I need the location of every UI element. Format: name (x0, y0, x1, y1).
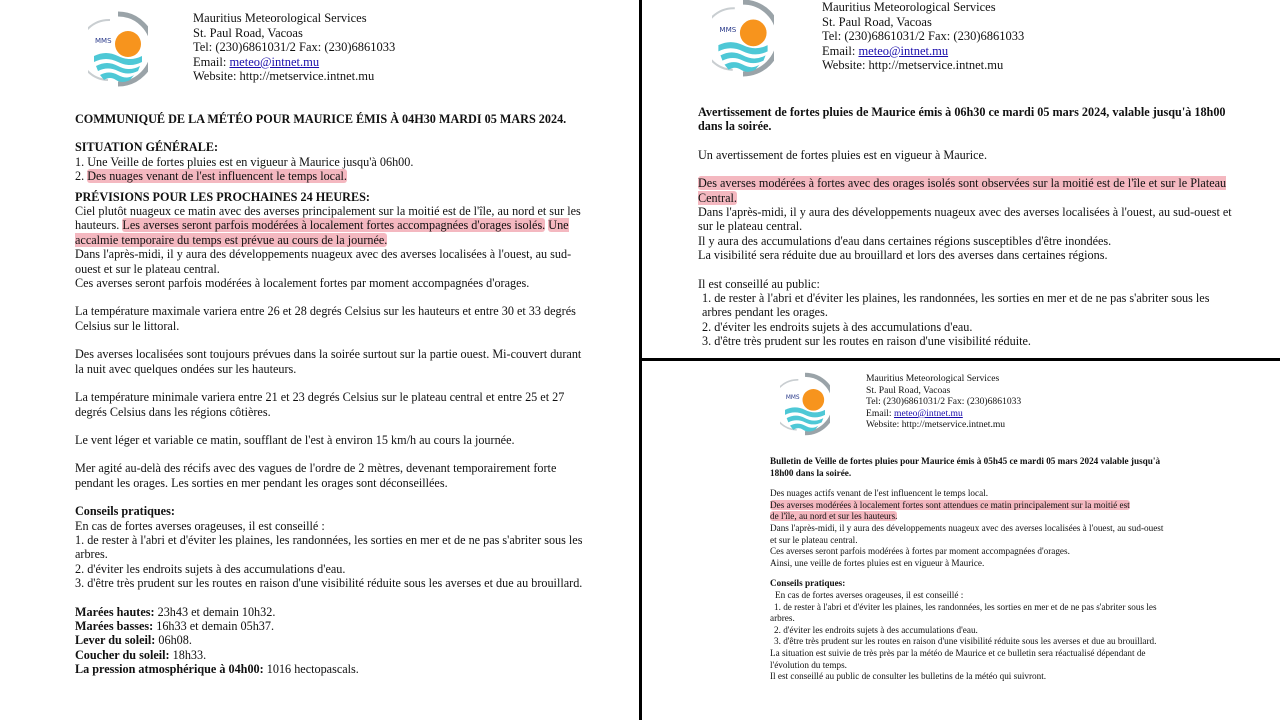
org-email-line (866, 408, 1021, 420)
org-email-line (822, 44, 1024, 59)
high-tide-label: Marées hautes: (75, 604, 155, 619)
advice-heading: Conseils pratiques: (75, 504, 175, 519)
forecast-paragraph (75, 204, 585, 247)
email-link[interactable]: meteo@intnet.mu (229, 54, 320, 69)
bulletin-advice-heading: Conseils pratiques: (770, 578, 846, 589)
sunrise-label: Lever du soleil: (75, 633, 156, 648)
bulletin-followup: La situation est suivie de très près par la météo de Maurice et ce bulletin sera réactualisé dépendant de l'évolution du temps. (770, 647, 1146, 670)
warning-highlight-text: Des averses modérées à fortes avec des orages isolés sont observées sur la moitié est de l'île et sur le Plateau Central. (698, 176, 1227, 205)
org-name: Mauritius Meteorological Services (866, 373, 1000, 384)
evening-forecast: Des averses localisées sont toujours prévues dans la soirée surtout sur la partie ouest. Mi-couvert durant la nuit avec quelques ondées sur les hauteurs. (75, 347, 582, 376)
email-link[interactable]: meteo@intnet.mu (893, 407, 963, 419)
email-label: Email: (822, 43, 859, 58)
logo-text: MMS (785, 395, 800, 401)
org-email-line (193, 55, 395, 70)
low-tide-label: Marées basses: (75, 618, 154, 633)
sea-forecast: Mer agité au-delà des récifs avec des vagues de l'ordre de 2 mètres, devenant temporairement forte pendant les orages. Les sorties en mer pendant les orages sont déconseillées. (75, 461, 557, 490)
sunset-label: Coucher du soleil: (75, 647, 170, 662)
situation-item-2 (75, 169, 585, 183)
forecast-intro: Ciel plutôt nuageux ce matin avec des averses principalement sur la moitié est de l'île, au nord et sur les hauteurs. (75, 204, 581, 233)
sunset-value: 18h33. (169, 647, 207, 662)
pressure (75, 662, 585, 676)
high-tide (75, 605, 585, 619)
org-address: St. Paul Road, Vacoas (193, 25, 303, 40)
situation-item-2-number: 2. (75, 169, 88, 184)
warning-advice-3: 3. d'être très prudent sur les routes en raison d'une visibilité réduite. (702, 334, 1031, 349)
situation-item-1: 1. Une Veille de fortes pluies est en vigueur à Maurice jusqu'à 06h00. (75, 154, 414, 169)
warning-highlight (698, 176, 1233, 205)
org-address: St. Paul Road, Vacoas (866, 384, 951, 396)
bulletin-afternoon: Dans l'après-midi, il y aura des développements nuageux avec des averses localisées à l'ouest, au sud-ouest et sur le plateau central. (770, 522, 1164, 545)
org-header (866, 373, 1021, 431)
bulletin-watch: Ainsi, une veille de fortes pluies est en vigueur à Maurice. (770, 557, 985, 568)
warning-title: Avertissement de fortes pluies de Maurice émis à 06h30 ce mardi 05 mars 2024, valable jusqu'à 18h00 dans la soirée. (698, 105, 1226, 134)
page-title: COMMUNIQUÉ DE LA MÉTÉO POUR MAURICE ÉMIS À 04H30 MARDI 05 MARS 2024. (75, 112, 567, 126)
org-website: Website: http://metservice.intnet.mu (866, 419, 1006, 431)
sunrise-value: 06h08. (155, 633, 192, 648)
low-tide (75, 619, 585, 633)
bulletin-panel (642, 361, 1280, 720)
org-phone: Tel: (230)6861031/2 Fax: (230)6861033 (866, 396, 1022, 408)
wind-forecast: Le vent léger et variable ce matin, soufflant de l'est à environ 15 km/h au cours la journée. (75, 432, 515, 447)
bulletin-advice-3: 3. d'être très prudent sur les routes en raison d'une visibilité réduite sous les averses et due au brouillard. (774, 636, 1157, 647)
situation-heading: SITUATION GÉNÉRALE: (75, 140, 219, 155)
org-header (822, 0, 1024, 73)
logo-text: MMS (719, 24, 737, 34)
org-name: Mauritius Meteorological Services (193, 11, 367, 25)
mms-logo-icon (88, 10, 148, 88)
org-phone: Tel: (230)6861031/2 Fax: (230)6861033 (822, 29, 1025, 44)
warning-advice-1: 1. de rester à l'abri et d'éviter les plaines, les randonnées, les sorties en mer et de ne pas s'abriter sous les arbres pendant les orages. (702, 291, 1210, 320)
forecast-highlight-2: Une accalmie temporaire du temps est prévue au cours de la journée. (75, 218, 569, 247)
forecast-heading: PRÉVISIONS POUR LES PROCHAINES 24 HEURES: (75, 189, 370, 204)
bulletin-highlight-line-1 (770, 500, 1170, 512)
bulletin-highlight-line-2 (770, 511, 1170, 523)
mms-logo-icon (780, 371, 830, 437)
forecast-afternoon: Dans l'après-midi, il y aura des développements nuageux avec des averses localisées à l'ouest, au sud-ouest et sur le plateau central. (75, 247, 572, 276)
bulletin-highlight-1: Des averses modérées à localement fortes sont attendues ce matin principalement sur la moitié est (770, 499, 1130, 510)
temp-min: La température minimale variera entre 21 et 23 degrés Celsius sur le plateau central et entre 25 et 27 degrés Celsius dans les régions côtières. (75, 390, 565, 419)
org-address: St. Paul Road, Vacoas (822, 14, 932, 29)
org-website: Website: http://metservice.intnet.mu (193, 69, 375, 84)
communique-body (75, 112, 585, 677)
bulletin-highlight-2: de l'île, au nord et sur les hauteurs. (770, 511, 898, 522)
advice-item-1: 1. de rester à l'abri et d'éviter les plaines, les randonnées, les sorties en mer et de ne pas s'abriter sous les arbres. (75, 532, 583, 562)
warning-advice-2: 2. d'éviter les endroits sujets à des accumulations d'eau. (702, 319, 973, 334)
advice-item-3: 3. d'être très prudent sur les routes en raison d'une visibilité réduite sous les averses et due au brouillard. (75, 576, 583, 591)
bulletin-showers: Ces averses seront parfois modérées à fortes par moment accompagnées d'orages. (770, 546, 1070, 557)
logo-text: MMS (95, 37, 112, 45)
bulletin-body (770, 456, 1170, 683)
bulletin-advice-2: 2. d'éviter les endroits sujets à des accumulations d'eau. (774, 624, 978, 635)
sunset (75, 648, 585, 662)
warning-panel (642, 0, 1280, 358)
advice-item-2: 2. d'éviter les endroits sujets à des accumulations d'eau. (75, 561, 346, 576)
org-header (193, 11, 395, 84)
temp-max: La température maximale variera entre 26 et 28 degrés Celsius sur les hauteurs et entre 30 et 33 degrés Celsius sur le littoral. (75, 304, 576, 333)
warning-accumulation: Il y aura des accumulations d'eau dans certaines régions susceptibles d'être inondées. (698, 233, 1112, 248)
situation-item-2-highlight: Des nuages venant de l'est influencent le temps local. (87, 169, 347, 184)
email-link[interactable]: meteo@intnet.mu (858, 43, 949, 58)
warning-afternoon: Dans l'après-midi, il y aura des développements nuageux avec des averses localisées à l'ouest, au sud-ouest et sur le plateau central. (698, 205, 1232, 234)
forecast-highlight-1: Les averses seront parfois modérées à localement fortes accompagnées d'orages isolés. (122, 218, 546, 233)
pressure-label: La pression atmosphérique à 04h00: (75, 662, 264, 677)
high-tide-value: 23h43 et demain 10h32. (154, 604, 276, 619)
bulletin-consult: Il est conseillé au public de consulter les bulletins de la météo qui suivront. (770, 671, 1047, 682)
bulletin-advice-1: 1. de rester à l'abri et d'éviter les plaines, les randonnées, les sorties en mer et de ne pas s'abriter sous les arbres. (770, 601, 1157, 624)
email-label: Email: (193, 54, 230, 69)
communique-panel (0, 0, 639, 720)
warning-status: Un avertissement de fortes pluies est en vigueur à Maurice. (698, 147, 988, 162)
warning-body (698, 105, 1233, 349)
org-website: Website: http://metservice.intnet.mu (822, 58, 1004, 73)
bulletin-advice-intro: En cas de fortes averses orageuses, il est conseillé : (775, 589, 964, 600)
warning-advice-intro: Il est conseillé au public: (698, 276, 820, 291)
sunrise (75, 633, 585, 647)
advice-intro: En cas de fortes averses orageuses, il est conseillé : (75, 518, 325, 533)
bulletin-title: Bulletin de Veille de fortes pluies pour Maurice émis à 05h45 ce mardi 05 mars 2024 valable jusqu'à 18h00 dans la soirée. (770, 456, 1161, 478)
email-label: Email: (866, 407, 894, 419)
org-name: Mauritius Meteorological Services (822, 0, 996, 14)
bulletin-clouds: Des nuages actifs venant de l'est influencent le temps local. (770, 488, 988, 499)
org-phone: Tel: (230)6861031/2 Fax: (230)6861033 (193, 40, 396, 55)
warning-visibility: La visibilité sera réduite due au brouillard et lors des averses dans certaines régions. (698, 248, 1108, 263)
mms-logo-icon (712, 0, 774, 78)
pressure-value: 1016 hectopascals. (263, 662, 359, 677)
forecast-showers: Ces averses seront parfois modérées à localement fortes par moment accompagnées d'orages. (75, 276, 530, 291)
low-tide-value: 16h33 et demain 05h37. (153, 618, 275, 633)
